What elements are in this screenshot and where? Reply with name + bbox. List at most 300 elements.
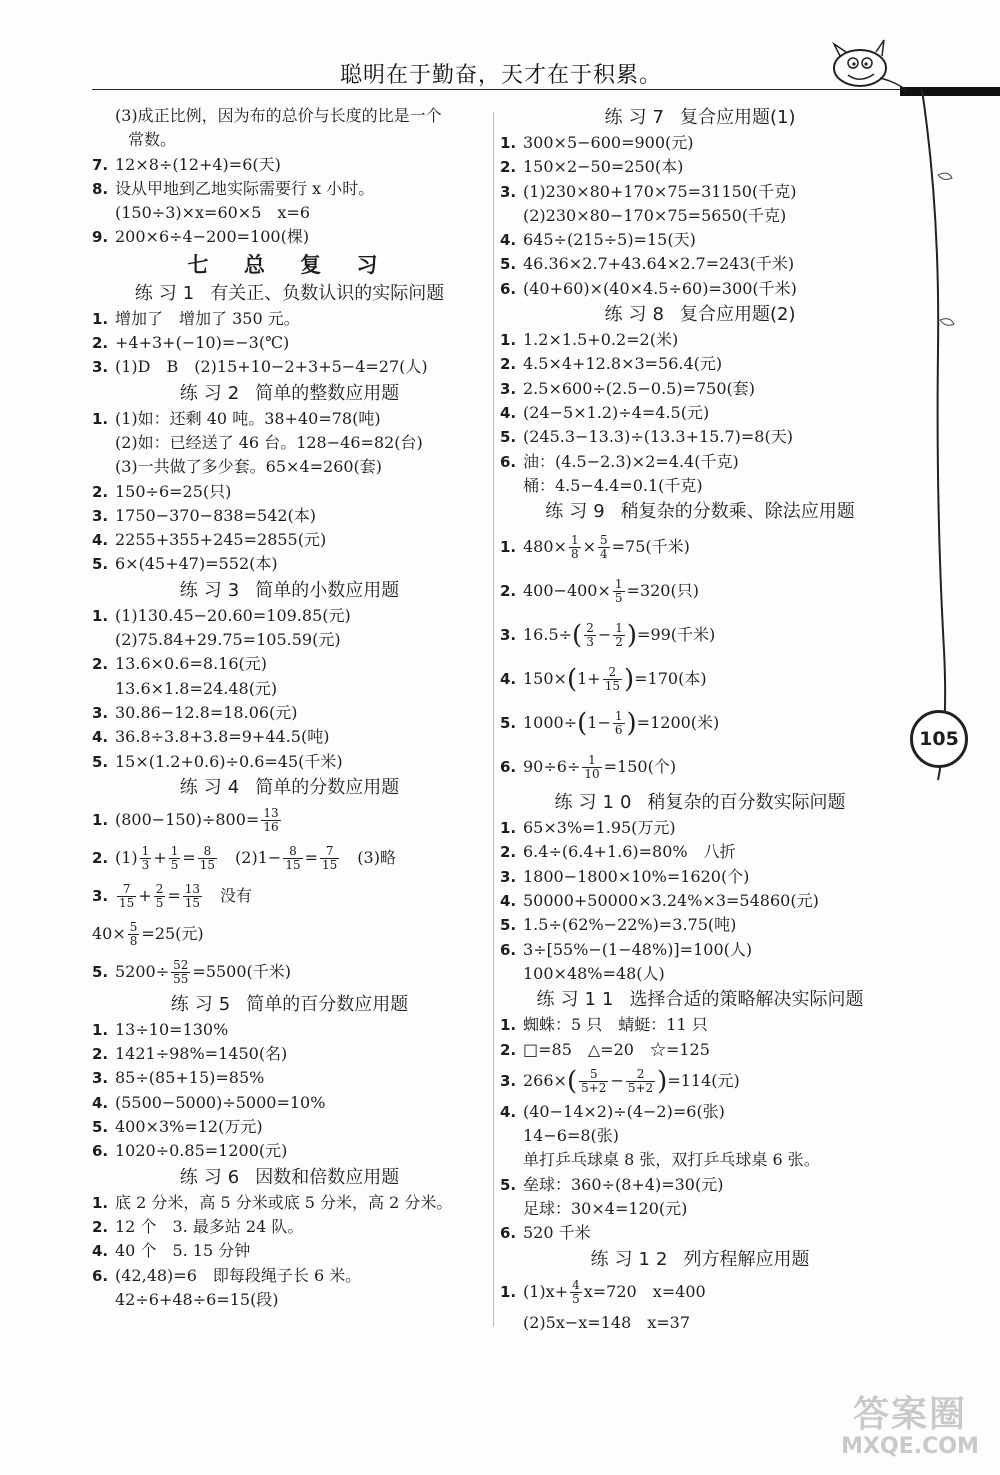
question-number: 3. — [500, 867, 517, 886]
answer-text: 常数。 — [128, 130, 177, 150]
answer-line — [500, 155, 900, 179]
answer-line — [92, 604, 487, 628]
answer-text: =75(千米) — [611, 537, 690, 557]
question-number: 4. — [500, 892, 517, 911]
fraction — [598, 534, 610, 561]
header-rule — [92, 89, 902, 90]
exercise-number: 练习6 — [179, 1166, 246, 1188]
answer-text: 12×8÷(12+4)=6(天) — [115, 154, 281, 174]
fraction — [582, 754, 601, 781]
question-number: 1. — [500, 331, 517, 350]
answer-text: 1800−1800×10%=1620(个) — [523, 866, 750, 886]
fraction — [569, 534, 581, 561]
exercise-number: 练习7 — [604, 107, 670, 128]
exercise-heading — [92, 280, 487, 307]
numerator: 1 — [141, 843, 150, 858]
numerator: 7 — [320, 845, 339, 859]
answer-text: =320(只) — [626, 581, 699, 601]
exercise-heading — [500, 104, 900, 131]
answer-line — [500, 401, 900, 425]
answer-text: 150×2−50=250(本) — [523, 157, 684, 177]
answer-line — [92, 480, 487, 504]
answer-text: (3)成正比例，因为布的总价与长度的比是一个 — [115, 106, 442, 125]
question-number: 2. — [92, 334, 109, 353]
denominator: 15 — [285, 857, 301, 872]
denominator: 15 — [604, 679, 620, 694]
exercise-number: 练习3 — [179, 579, 246, 601]
answer-text: 12 个 3. 最多站 24 队。 — [115, 1216, 304, 1236]
answer-text: □=85 △=20 ☆=125 — [523, 1039, 710, 1059]
exercise-heading — [500, 789, 900, 816]
fraction — [613, 622, 625, 649]
answer-text: 300×5−600=900(元) — [523, 133, 694, 152]
answer-text: 15×(1.2+0.6)÷0.6=45(千米) — [115, 751, 343, 771]
answer-line — [92, 1139, 487, 1163]
answer-line — [92, 1115, 487, 1139]
answer-line — [92, 750, 487, 774]
answer-text: (2)1− — [219, 847, 282, 867]
exercise-heading — [92, 991, 487, 1018]
answer-text: (5500−5000)÷5000=10% — [115, 1092, 326, 1112]
numerator: 1 — [614, 577, 623, 592]
answer-text: 蜘蛛：5 只 蜻蜓：11 只 — [523, 1015, 708, 1035]
fraction — [613, 710, 625, 737]
answer-line — [500, 840, 900, 864]
answer-line — [500, 1100, 900, 1124]
cartoon-mascot-icon — [820, 30, 910, 100]
answer-text: 增加了 增加了 350 元。 — [115, 308, 300, 328]
answer-line — [500, 657, 900, 701]
question-number: 2. — [92, 655, 109, 674]
exercise-number: 练习4 — [179, 776, 246, 798]
question-number: 6. — [500, 1224, 517, 1243]
answer-text: =150(个) — [603, 757, 677, 777]
answer-line — [500, 613, 900, 657]
exercise-number: 练习5 — [170, 993, 237, 1015]
answer-line — [500, 816, 900, 840]
answer-text: 90÷6÷ — [523, 757, 581, 777]
question-number: 2. — [92, 482, 109, 501]
question-number: 3. — [92, 886, 109, 905]
question-number: 3. — [500, 379, 517, 398]
answer-line — [92, 201, 487, 225]
question-number: 1. — [500, 1282, 517, 1301]
question-number: 3. — [500, 626, 517, 645]
exercise-heading — [500, 986, 900, 1013]
question-number: 5. — [500, 428, 517, 447]
fraction — [154, 883, 166, 910]
denominator: 8 — [570, 547, 579, 562]
answer-line — [92, 877, 487, 915]
question-number: 2. — [500, 158, 517, 177]
answer-line — [500, 1124, 900, 1148]
parenthesis: ( — [566, 664, 578, 695]
fraction — [261, 807, 280, 834]
answer-text: (245.3−13.3)÷(13.3+15.7)=8(天) — [523, 427, 793, 447]
exercise-title: 因数和倍数应用题 — [255, 1166, 400, 1188]
question-number: 5. — [500, 1175, 517, 1194]
answer-line — [500, 425, 900, 449]
denominator: 5 — [155, 895, 164, 910]
answer-text: 13.6×0.6=8.16(元) — [115, 654, 267, 674]
exercise-heading — [500, 498, 900, 525]
watermark — [830, 1395, 990, 1465]
answer-text: 足球：30×4=120(元) — [523, 1199, 688, 1219]
answer-line — [500, 938, 900, 962]
answer-text: 200×6÷4−200=100(棵) — [115, 227, 310, 247]
answer-line — [92, 1215, 487, 1239]
answer-text: 46.36×2.7+43.64×2.7=243(千米) — [523, 254, 795, 274]
answer-text: = — [167, 885, 181, 905]
fraction — [198, 845, 217, 872]
denominator: 3 — [586, 635, 594, 650]
answer-line — [500, 889, 900, 913]
answer-line — [92, 307, 487, 331]
denominator: 5 — [614, 591, 623, 606]
question-number: 2. — [500, 843, 517, 862]
answer-line — [92, 953, 487, 991]
answer-text: 13.6×1.8=24.48(元) — [115, 678, 278, 698]
parenthesis: ) — [626, 708, 637, 739]
answer-line — [92, 552, 487, 576]
answer-text: 底 2 分米，高 5 分米或底 5 分米，高 2 分米。 — [115, 1192, 453, 1212]
question-number: 1. — [92, 606, 109, 625]
fraction — [603, 666, 622, 693]
answer-line — [500, 1311, 900, 1335]
answer-line — [92, 801, 487, 839]
exercise-heading — [92, 577, 487, 604]
parenthesis: ( — [577, 708, 588, 739]
answer-line — [500, 913, 900, 937]
exercise-number: 练习8 — [604, 304, 670, 326]
denominator: 15 — [199, 857, 216, 872]
right-answer-column — [500, 104, 900, 1335]
numerator: 2 — [626, 1068, 655, 1082]
watermark-url: MXQE.COM — [841, 1434, 979, 1459]
answer-line — [500, 1197, 900, 1221]
exercise-number: 练习9 — [545, 501, 611, 523]
exercise-title: 简单的分数应用题 — [255, 776, 400, 798]
question-number: 7. — [92, 155, 109, 174]
answer-text: 1750−370−838=542(本) — [115, 505, 317, 525]
answer-line — [92, 1066, 487, 1090]
denominator: 5+2 — [627, 1080, 654, 1095]
question-number: 1. — [92, 1020, 109, 1039]
exercise-title: 有关正、负数认识的实际问题 — [210, 282, 445, 304]
denominator: 16 — [263, 819, 279, 834]
question-number: 9. — [92, 228, 109, 247]
answer-line — [500, 569, 900, 613]
answer-text: − — [610, 1070, 624, 1090]
numerator: 5 — [129, 919, 138, 934]
answer-text: 13÷10=130% — [115, 1019, 229, 1039]
answer-line — [500, 745, 900, 789]
answer-line — [92, 839, 487, 877]
answer-line — [92, 431, 487, 455]
answer-text: =114(元) — [667, 1070, 740, 1090]
answer-text: (150÷3)×x=60×5 x=6 — [115, 203, 311, 223]
denominator: 55 — [173, 971, 189, 986]
denominator: 4 — [600, 547, 608, 562]
numerator: 2 — [155, 881, 164, 896]
fraction — [579, 1068, 608, 1095]
answer-line — [92, 104, 487, 128]
answer-text: (2)如：已经送了 46 台。128−46=82(台) — [115, 432, 423, 452]
numerator: 1 — [615, 621, 623, 636]
fraction — [320, 845, 339, 872]
exercise-title: 简单的小数应用题 — [255, 579, 400, 601]
answer-text: (1)130.45−20.60=109.85(元) — [115, 605, 351, 625]
question-number: 4. — [500, 1102, 517, 1121]
answer-line — [500, 228, 900, 252]
answer-text: (2)230×80−170×75=5650(千克) — [523, 205, 787, 225]
answer-text: (2)5x−x=148 x=37 — [523, 1312, 691, 1332]
denominator: 15 — [322, 857, 338, 872]
question-number: 1. — [500, 819, 517, 838]
question-number: 2. — [92, 1045, 109, 1064]
exercise-title: 简单的整数应用题 — [255, 382, 400, 404]
question-number: 6. — [92, 1266, 109, 1285]
exercise-number: 练习12 — [590, 1248, 674, 1270]
exercise-number: 练习11 — [536, 989, 620, 1011]
answer-line — [500, 701, 900, 745]
question-number: 8. — [92, 179, 109, 198]
fraction — [171, 959, 190, 986]
fraction — [183, 883, 202, 910]
question-number: 6. — [500, 758, 517, 777]
parenthesis: ) — [626, 620, 638, 651]
answer-line — [92, 1239, 487, 1263]
exercise-heading — [92, 774, 487, 801]
answer-line — [92, 355, 487, 379]
question-number: 3. — [92, 703, 109, 722]
answer-text: 设从甲地到乙地实际需要行 x 小时。 — [115, 178, 375, 198]
answer-text: (3)一共做了多少套。65×4=260(套) — [115, 457, 383, 477]
answer-text: (24−5×1.2)÷4=4.5(元) — [523, 402, 710, 422]
answer-line — [92, 128, 487, 152]
numerator: 2 — [586, 621, 594, 636]
denominator: 10 — [584, 767, 600, 782]
answer-line — [500, 865, 900, 889]
question-number: 3. — [92, 1069, 109, 1088]
answer-text: 150÷6=25(只) — [115, 481, 232, 501]
parenthesis: ) — [657, 1066, 668, 1097]
section-title: 七 总 复 习 — [187, 252, 392, 277]
question-number: 1. — [92, 810, 109, 829]
answer-text: +4+3+(−10)=−3(℃) — [115, 333, 290, 353]
answer-text: 400×3%=12(万元) — [115, 1117, 263, 1137]
answer-text: 5200÷ — [115, 961, 170, 981]
answer-line — [92, 1018, 487, 1042]
answer-line — [500, 1273, 900, 1311]
question-number: 5. — [500, 714, 517, 733]
answer-line — [500, 328, 900, 352]
question-number: 1. — [500, 134, 517, 152]
numerator: 5 — [600, 533, 608, 548]
answer-line — [92, 153, 487, 177]
answer-text: (40+60)×(40×4.5÷60)=300(千米) — [523, 278, 797, 298]
numerator: 8 — [198, 845, 217, 859]
answer-text: 1000÷ — [523, 713, 578, 733]
answer-line — [500, 1038, 900, 1062]
answer-line — [500, 180, 900, 204]
question-number: 1. — [92, 309, 109, 328]
answer-text: =99(千米) — [637, 625, 716, 645]
fraction — [613, 578, 625, 605]
answer-line — [92, 455, 487, 479]
question-number: 2. — [500, 582, 517, 601]
answer-text: 266× — [523, 1070, 567, 1090]
numerator: 13 — [184, 881, 201, 896]
question-number: 6. — [500, 452, 517, 471]
answer-text: =5500(千米) — [192, 961, 292, 981]
left-answer-column — [92, 104, 487, 1312]
answer-text: (1)230×80+170×75=31150(千克) — [523, 181, 797, 201]
answer-text: =170(本) — [634, 669, 707, 689]
answer-text: 没有 — [204, 885, 253, 905]
answer-text: 40 个 5. 15 分钟 — [115, 1241, 251, 1261]
answer-text: x=720 x=400 — [583, 1281, 706, 1301]
denominator: 6 — [614, 723, 623, 738]
exercise-heading — [92, 1164, 487, 1191]
question-number: 5. — [92, 555, 109, 574]
question-number: 4. — [500, 670, 517, 689]
fraction — [128, 921, 140, 948]
answer-text: 480× — [523, 537, 567, 557]
answer-text: 1421÷98%=1450(名) — [115, 1044, 288, 1064]
answer-line — [92, 1288, 487, 1312]
question-number: 4. — [92, 1242, 109, 1261]
question-number: 1. — [500, 1016, 517, 1035]
answer-text: (1) — [115, 847, 138, 867]
answer-text: 1− — [587, 713, 611, 733]
question-number: 5. — [92, 962, 109, 981]
answer-line — [92, 1191, 487, 1215]
answer-line — [500, 252, 900, 276]
answer-line — [500, 525, 900, 569]
answer-line — [500, 377, 900, 401]
watermark-text: 答案圈 — [852, 1394, 967, 1435]
answer-text: (42,48)=6 即每段绳子长 6 米。 — [115, 1265, 362, 1285]
exercise-number: 练习1 — [134, 282, 201, 304]
answer-text: 2.5×600÷(2.5−0.5)=750(套) — [523, 378, 756, 398]
answer-line — [92, 915, 487, 953]
answer-line — [92, 177, 487, 201]
answer-text: 14−6=8(张) — [523, 1126, 620, 1146]
question-number: 1. — [500, 538, 517, 557]
answer-line — [500, 962, 900, 986]
question-number: 5. — [92, 1118, 109, 1137]
answer-text: 6×(45+47)=552(本) — [115, 554, 278, 574]
question-number: 3. — [500, 182, 517, 201]
question-number: 5. — [500, 916, 517, 935]
answer-line — [500, 1013, 900, 1037]
exercise-number: 练习2 — [179, 382, 246, 404]
denominator: 5+2 — [581, 1080, 607, 1095]
answer-text: 4.5×4+12.8×3=56.4(元) — [523, 354, 723, 374]
exercise-number: 练习10 — [554, 792, 638, 814]
question-number: 5. — [500, 255, 517, 274]
question-number: 5. — [92, 752, 109, 771]
answer-text: 16.5÷ — [523, 625, 573, 645]
answer-line — [92, 407, 487, 431]
question-number: 2. — [500, 355, 517, 374]
question-number: 2. — [500, 1040, 517, 1059]
answer-text: (800−150)÷800= — [115, 809, 260, 829]
denominator: 3 — [141, 857, 150, 872]
answer-text: (1)如：还剩 40 吨。38+40=78(吨) — [115, 408, 381, 428]
parenthesis: ( — [566, 1066, 578, 1097]
answer-text: 6.4÷(6.4+1.6)=80% 八折 — [523, 842, 736, 862]
answer-text: 桶：4.5−4.4=0.1(千克) — [523, 475, 703, 495]
parenthesis: ( — [572, 620, 583, 651]
numerator: 4 — [572, 1277, 580, 1292]
answer-text: 30.86−12.8=18.06(元) — [115, 702, 298, 722]
answer-text: 42÷6+48÷6=15(段) — [115, 1289, 279, 1309]
numerator: 13 — [263, 805, 279, 820]
answer-text: 油：(4.5−2.3)×2=4.4(千克) — [523, 451, 739, 471]
question-number: 6. — [500, 279, 517, 298]
answer-line — [92, 528, 487, 552]
answer-text: 1+ — [577, 669, 601, 689]
numerator: 1 — [570, 533, 579, 548]
answer-line — [500, 450, 900, 474]
answer-line — [92, 628, 487, 652]
exercise-heading — [92, 380, 487, 407]
exercise-title: 复合应用题(1) — [679, 107, 796, 128]
answer-line — [92, 677, 487, 701]
question-number: 6. — [500, 940, 517, 959]
exercise-title: 列方程解应用题 — [683, 1248, 810, 1270]
header-motto: 聪明在于勤奋，天才在于积累。 — [340, 63, 663, 88]
question-number: 4. — [92, 728, 109, 747]
exercise-title: 复合应用题(2) — [679, 304, 796, 326]
exercise-title: 简单的百分数应用题 — [246, 993, 409, 1015]
parenthesis: ) — [623, 664, 635, 695]
answer-line — [92, 701, 487, 725]
denominator: 5 — [572, 1291, 580, 1306]
answer-line — [500, 352, 900, 376]
answer-text: 50000+50000×3.24%×3=54860(元) — [523, 891, 819, 911]
question-number: 3. — [500, 1071, 517, 1090]
question-number: 6. — [92, 1142, 109, 1161]
question-number: 1. — [92, 1193, 109, 1212]
answer-text: (1)x+ — [523, 1281, 569, 1301]
page-number-badge: 105 — [910, 710, 968, 768]
exercise-heading — [500, 301, 900, 328]
denominator: 2 — [615, 635, 623, 650]
answer-line — [500, 1221, 900, 1245]
answer-text: 2255+355+245=2855(元) — [115, 530, 327, 550]
answer-line — [92, 725, 487, 749]
answer-line — [92, 1042, 487, 1066]
question-number: 4. — [92, 1093, 109, 1112]
answer-text: 1020÷0.85=1200(元) — [115, 1141, 288, 1161]
numerator: 52 — [173, 957, 189, 972]
answer-line — [92, 652, 487, 676]
answer-text: 36.8÷3.8+3.8=9+44.5(吨) — [115, 727, 330, 747]
answer-text: = — [182, 847, 196, 867]
answer-text: (2)75.84+29.75=105.59(元) — [115, 630, 341, 650]
answer-text: − — [597, 625, 612, 645]
answer-line — [92, 331, 487, 355]
column-divider — [493, 112, 494, 1327]
denominator: 8 — [129, 933, 138, 948]
question-number: 1. — [92, 409, 109, 428]
answer-line — [92, 1091, 487, 1115]
answer-text: =25(元) — [141, 923, 204, 943]
fraction — [626, 1068, 655, 1095]
